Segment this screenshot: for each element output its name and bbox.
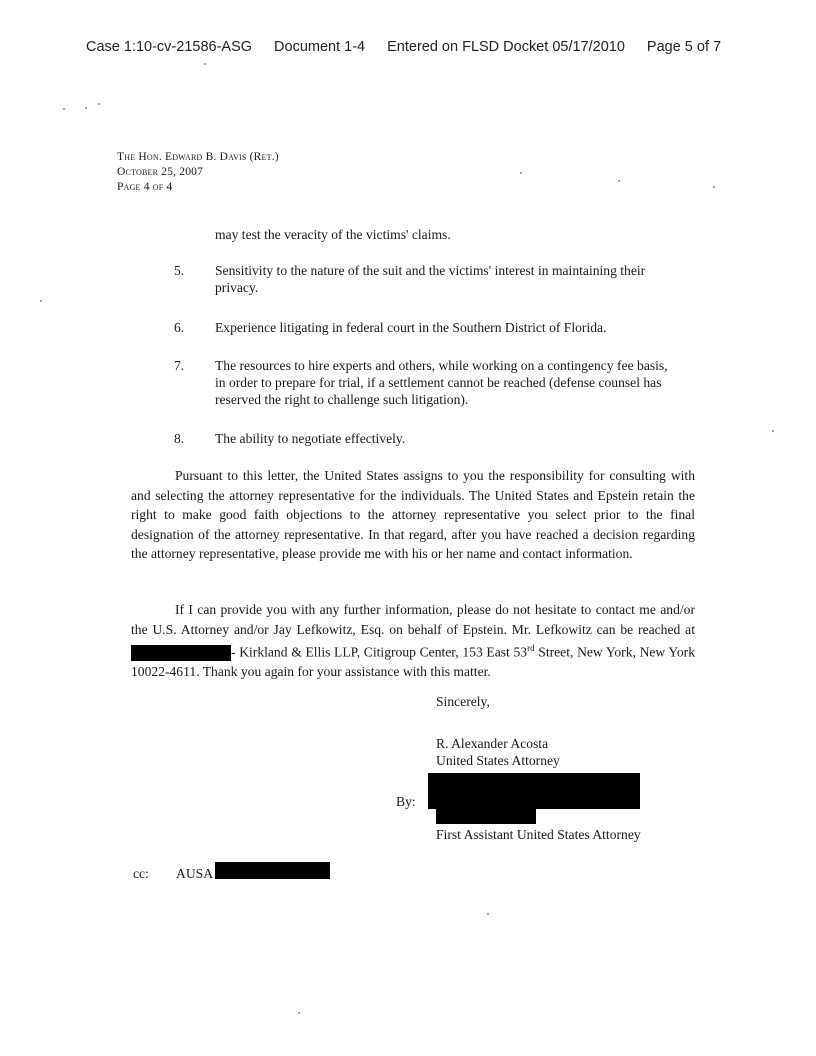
document-number: Document 1-4	[274, 39, 366, 55]
ordinal-suffix: rd	[527, 643, 535, 653]
list-item	[174, 319, 694, 336]
redaction-block	[436, 809, 536, 824]
paragraph-contact-text: If I can provide you with any further information, please do not hesitate to contact me and/or the U.S. Attorney and/or Jay Lefkowitz, Esq. on behalf of Epstein. Mr. Lefkowitz can be reached at	[131, 602, 695, 637]
paragraph-contact-address: - Kirkland & Ellis LLP, Citigroup Center, 153 East 53	[231, 644, 528, 660]
page-indicator: Page 5 of 7	[646, 39, 722, 55]
cc-recipient: AUSA	[176, 866, 214, 881]
letter-caption	[117, 150, 279, 195]
scan-speck	[63, 108, 65, 110]
redaction-block	[428, 773, 640, 809]
signatory-name: R. Alexander Acosta	[436, 736, 549, 751]
continuation-line: may test the veracity of the victims' claims.	[215, 227, 451, 242]
letter-date: October 25, 2007	[117, 166, 204, 178]
docket-entry: Entered on FLSD Docket 05/17/2010	[387, 39, 625, 55]
list-item-text: The resources to hire experts and others, while working on a contingency fee basis, in order to prepare for trial, if a settlement cannot be reached (defense counsel has reserved the right to challenge such litigation).	[215, 358, 668, 407]
signer-title: First Assistant United States Attorney	[436, 827, 641, 842]
list-item-number: 5.	[174, 263, 185, 278]
redaction-block	[215, 862, 330, 879]
scan-speck	[204, 63, 206, 65]
scan-speck	[772, 430, 774, 432]
scan-speck	[713, 186, 715, 188]
case-number: Case 1:10-cv-21586-ASG	[86, 39, 253, 55]
addressee: The Hon. Edward B. Davis (Ret.)	[117, 151, 279, 163]
list-item-number: 8.	[174, 431, 185, 446]
scan-speck	[520, 172, 522, 174]
paragraph-contact	[131, 600, 695, 682]
by-label: By:	[396, 794, 416, 809]
list-item-number: 6.	[174, 320, 185, 335]
scan-speck	[487, 913, 489, 915]
signatory-title: United States Attorney	[436, 753, 560, 768]
cc-label: cc:	[133, 866, 149, 881]
docket-header	[86, 39, 721, 55]
list-item-number: 7.	[174, 358, 185, 373]
closing: Sincerely,	[436, 694, 490, 709]
scan-speck	[85, 107, 87, 109]
list-item-text: The ability to negotiate effectively.	[215, 431, 406, 446]
list-item	[174, 357, 694, 408]
list-item-text: Experience litigating in federal court in the Southern District of Florida.	[215, 320, 607, 335]
list-item-text: Sensitivity to the nature of the suit and the victims' interest in maintaining their privacy.	[215, 263, 646, 295]
scan-speck	[98, 103, 100, 105]
scan-speck	[618, 180, 620, 182]
letter-page: Page 4 of 4	[117, 181, 173, 193]
redaction-bar	[131, 645, 231, 661]
paragraph-contact-closing: Street, New York, New York 10022-4611. Thank you again for your assistance with this matter.	[131, 644, 695, 680]
scan-speck	[40, 300, 42, 302]
scan-speck	[298, 1012, 300, 1014]
list-item	[174, 430, 694, 447]
paragraph-designation: Pursuant to this letter, the United States assigns to you the responsibility for consulting with and selecting the attorney representative for the individuals. The United States and Epstein retain the right to make good faith objections to the attorney representative you select prior to the final designation of the attorney representative. In that regard, after you have reached a decision regarding the attorney representative, please provide me with his or her name and contact information.	[131, 468, 695, 561]
list-item	[174, 262, 694, 296]
